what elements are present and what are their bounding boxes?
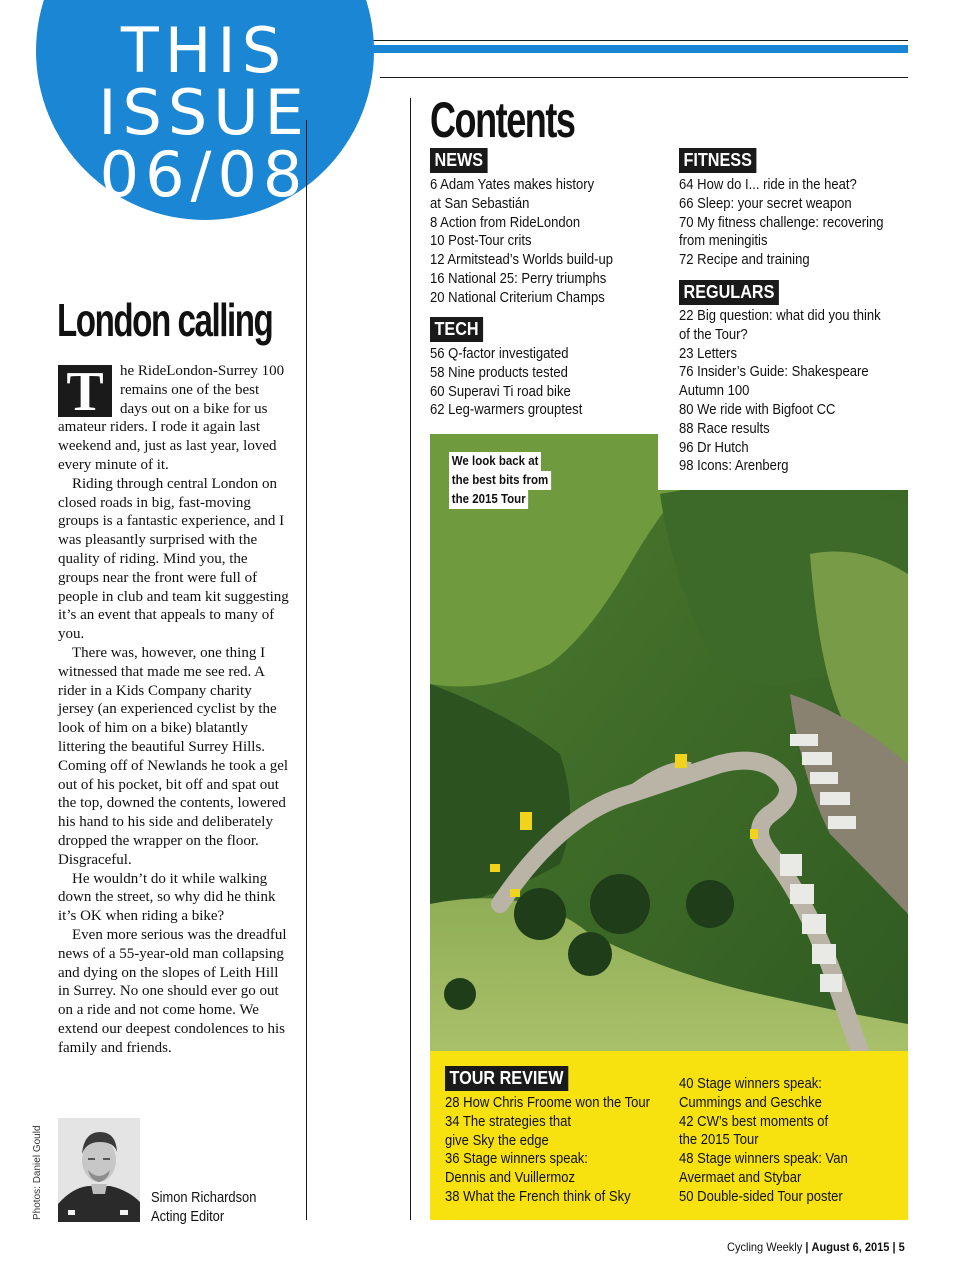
page-footer: Cycling Weekly | August 6, 2015 | 5 [727,1240,905,1254]
editor-role: Acting Editor [151,1208,225,1225]
list-item[interactable]: 8 Action from RideLondon [430,214,581,231]
editorial-paragraph: Even more serious was the dreadful news of a 55-year-old man collapsing and dying on the slopes of Leith Hill in Surrey. No one should ever go out on a ride and not come home. We extend our deepest condolences to his family and friends. [58,926,287,1056]
list-item[interactable]: 64 How do I... ride in the heat? [679,177,857,193]
section-label-tour-review: TOUR REVIEW [445,1066,568,1091]
footer-magazine: Cycling Weekly [727,1240,803,1254]
list-item[interactable]: 66 Sleep: your secret weapon [679,195,852,212]
list-item[interactable]: 22 Big question: what did you think [679,308,881,324]
list-item[interactable]: of the Tour? [679,326,748,343]
column-rule-left [306,120,307,1220]
mountain-road-image-icon [430,434,908,1051]
issue-line-this: THIS [120,14,288,87]
editor-avatar [58,1118,140,1222]
editorial-headline: London calling [57,294,273,346]
list-item[interactable]: 38 What the French think of Sky [445,1188,631,1205]
list-item[interactable]: 40 Stage winners speak: [679,1076,822,1092]
fitness-list [679,176,906,270]
list-item[interactable]: 36 Stage winners speak: [445,1151,588,1168]
top-rule [320,40,908,41]
list-item[interactable]: Autumn 100 [679,383,750,400]
editorial-paragraph: Riding through central London on closed roads in big, fast-moving groups is a fantastic experience, and I was pleasantly surprised with the quality of riding. Mind you, the groups near the front were full of people in club and team kit suggesting it’s an event that appeals to many of you. [58,475,289,643]
column-rule-right [410,98,411,1220]
list-item[interactable]: at San Sebastián [430,195,530,212]
list-item[interactable]: Dennis and Vuillermoz [445,1170,576,1187]
tour-review-list-left [445,1094,673,1207]
list-item[interactable]: 88 Race results [679,420,770,437]
list-item[interactable]: 50 Double-sided Tour poster [679,1188,843,1205]
list-item[interactable]: 12 Armitstead’s Worlds build-up [430,252,614,269]
photo-credit: Photos: Daniel Gould [32,1125,43,1220]
editorial-paragraph: There was, however, one thing I witnessed that made me see red. A rider in a Kids Company charity jersey (an experienced cyclist by the look of him on a bike) blatantly littering the beautiful Surrey Hills. Coming off of Newlands he took a gel out of his pocket, bit off and spat out the top, downed the contents, lowered his hand to his side and deliberately dropped the wrapper on the floor. Disgraceful. [58,644,289,868]
list-item[interactable]: 80 We ride with Bigfoot CC [679,401,836,418]
editorial-body [58,362,290,1057]
list-item[interactable]: 96 Dr Hutch [679,439,749,456]
section-label-regulars: REGULARS [679,280,779,305]
photo-caption [449,452,560,509]
top-rule-lower [380,77,908,78]
list-item[interactable]: 20 National Criterium Champs [430,289,605,306]
editorial-paragraph: T he RideLondon-Surrey 100 remains one of the best days out on a bike for us amateur riders. I rode it again last weekend and, just as last year, loved every minute of it. [58,361,285,473]
section-label-fitness: FITNESS [679,148,756,173]
drop-cap: T [58,365,112,417]
list-item[interactable]: 62 Leg-warmers grouptest [430,402,583,419]
list-item[interactable]: 58 Nine products tested [430,364,568,381]
section-label-news: NEWS [430,148,488,173]
list-item[interactable]: 70 My fitness challenge: recovering [679,214,884,231]
issue-line-date: 06/08 [99,138,309,211]
caption-line: the best bits from [449,471,551,490]
editorial-paragraph: He wouldn’t do it while walking down the street, so why did he think it’s OK when riding a bike? [58,870,276,925]
list-item[interactable]: 76 Insider’s Guide: Shakespeare [679,364,869,381]
list-item[interactable]: 60 Superavi Ti road bike [430,383,571,400]
list-item[interactable]: 48 Stage winners speak: Van [679,1151,848,1168]
editor-name: Simon Richardson [151,1189,257,1206]
editor-signature [151,1188,256,1226]
list-item[interactable]: 34 The strategies that [445,1113,571,1130]
footer-page-number: 5 [898,1240,905,1254]
list-item[interactable]: Avermaet and Stybar [679,1169,802,1186]
issue-line-issue: ISSUE [98,76,310,149]
list-item[interactable]: 6 Adam Yates makes history [430,177,595,193]
list-item[interactable]: 56 Q-factor investigated [430,346,569,362]
tour-review-list-right [679,1075,867,1207]
list-item[interactable]: 16 National 25: Perry triumphs [430,270,607,287]
news-list [430,176,633,308]
list-item[interactable]: 42 CW’s best moments of [679,1113,829,1130]
top-blue-band [300,45,908,53]
list-item[interactable]: the 2015 Tour [679,1132,759,1149]
list-item[interactable]: give Sky the edge [445,1132,549,1149]
list-item[interactable]: Cummings and Geschke [679,1094,822,1111]
footer-date: August 6, 2015 [811,1240,890,1254]
editor-portrait-icon [58,1118,140,1222]
caption-line: We look back at [449,452,541,471]
list-item[interactable]: 10 Post-Tour crits [430,233,532,250]
list-item[interactable]: from meningitis [679,233,768,250]
issue-badge-text [48,14,360,211]
section-label-tech: TECH [430,317,483,342]
tour-photo [430,434,908,1051]
caption-line: the 2015 Tour [449,490,528,509]
list-item[interactable]: 98 Icons: Arenberg [679,458,789,475]
list-item[interactable]: 23 Letters [679,345,738,362]
list-item[interactable]: 28 How Chris Froome won the Tour [445,1095,651,1111]
list-item[interactable]: 72 Recipe and training [679,252,810,269]
regulars-list [679,307,903,476]
tech-list [430,345,599,420]
contents-title: Contents [430,92,575,148]
